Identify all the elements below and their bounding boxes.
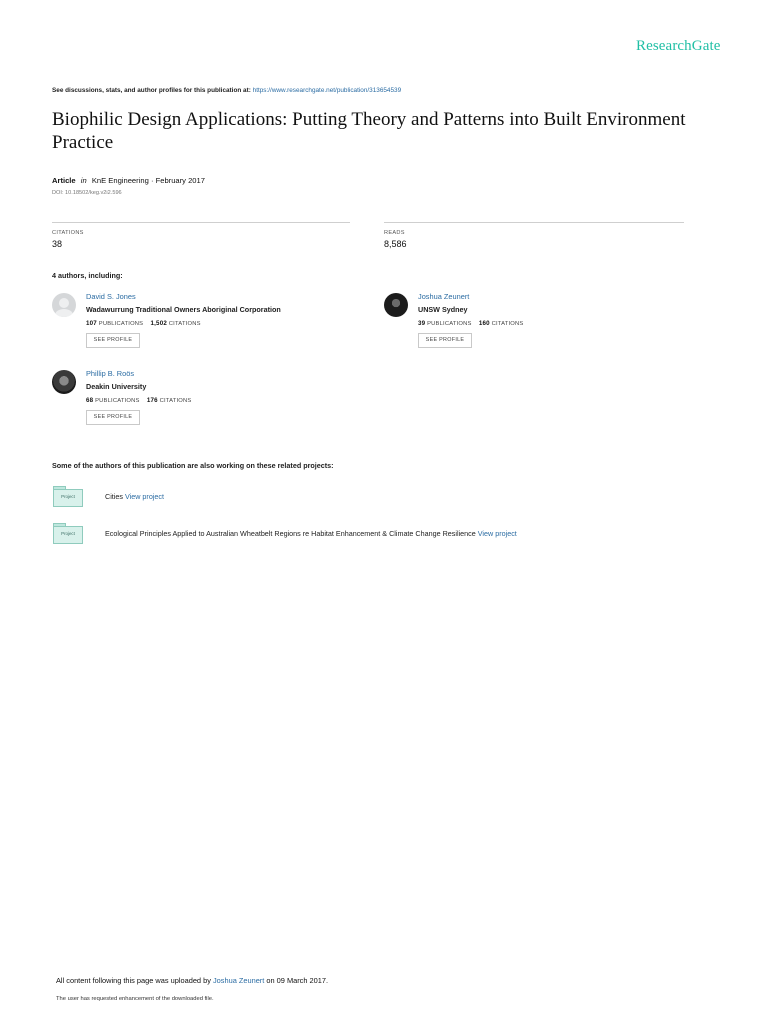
author-name[interactable]: Joshua Zeunert	[418, 292, 470, 301]
article-type: Article	[52, 176, 76, 185]
publications-count: 39	[418, 320, 426, 327]
publications-label: PUBLICATIONS	[427, 321, 472, 327]
default-avatar-icon[interactable]	[52, 293, 76, 317]
projects-heading: Some of the authors of this publication are also working on these related projects:	[52, 461, 334, 470]
citations-label: CITATIONS	[52, 230, 84, 236]
publication-date: · February 2017	[150, 176, 205, 185]
upload-lead: All content following this page was uploaded by	[56, 976, 211, 985]
citations-label: CITATIONS	[168, 321, 201, 327]
author-name[interactable]: David S. Jones	[86, 292, 136, 301]
view-project-link[interactable]: View project	[124, 492, 165, 501]
enhancement-note: The user has requested enhancement of the downloaded file.	[56, 996, 214, 1002]
see-profile-button[interactable]: SEE PROFILE	[86, 410, 140, 425]
author-photo[interactable]	[52, 370, 76, 394]
author-stats	[86, 397, 191, 404]
citations-count: 1,502	[150, 320, 167, 327]
see-profile-button[interactable]: SEE PROFILE	[86, 333, 140, 348]
author-name[interactable]: Phillip B. Roös	[86, 369, 135, 378]
see-profile-button[interactable]: SEE PROFILE	[418, 333, 472, 348]
discussion-line	[52, 87, 401, 94]
journal-name: KnE Engineering	[91, 176, 149, 185]
divider-left	[52, 222, 350, 223]
project-title	[105, 529, 517, 538]
view-project-link[interactable]: View project	[477, 529, 517, 538]
publications-count: 107	[86, 320, 97, 327]
divider-right	[384, 222, 684, 223]
author-institution: Wadawurrung Traditional Owners Aboriginal Corporation	[86, 305, 281, 314]
project-name: Ecological Principles Applied to Australian Wheatbelt Regions re Habitat Enhancement & Climate Change Resilience	[105, 529, 476, 538]
publication-meta	[52, 176, 205, 185]
publications-count: 68	[86, 397, 94, 404]
publication-title: Biophilic Design Applications: Putting Theory and Patterns into Built Environment Practice	[52, 109, 686, 153]
folder-label: Project	[61, 531, 75, 536]
author-photo[interactable]	[384, 293, 408, 317]
upload-note	[56, 976, 328, 985]
reads-label: READS	[384, 230, 405, 236]
publication-link[interactable]: https://www.researchgate.net/publication/313654539	[252, 87, 402, 94]
upload-date: on 09 March 2017.	[266, 976, 329, 985]
doi: DOI: 10.18502/keg.v2i2.596	[52, 190, 122, 196]
project-folder-icon[interactable]	[53, 486, 83, 507]
author-institution: Deakin University	[86, 382, 147, 391]
author-stats	[418, 320, 523, 327]
author-institution: UNSW Sydney	[418, 305, 468, 314]
citations-count: 176	[146, 397, 158, 404]
authors-heading: 4 authors, including:	[52, 271, 123, 280]
citations-count: 38	[52, 239, 63, 249]
discussion-lead: See discussions, stats, and author profiles for this publication at:	[52, 87, 251, 94]
citations-count: 160	[478, 320, 490, 327]
project-folder-icon[interactable]	[53, 523, 83, 544]
project-title	[105, 492, 164, 501]
reads-count: 8,586	[384, 239, 407, 249]
citations-label: CITATIONS	[491, 321, 524, 327]
project-name: Cities	[105, 492, 123, 501]
author-stats	[86, 320, 201, 327]
uploader-link[interactable]: Joshua Zeunert	[212, 976, 265, 985]
citations-label: CITATIONS	[159, 398, 192, 404]
meta-in: in	[80, 176, 87, 185]
publications-label: PUBLICATIONS	[98, 321, 144, 327]
publications-label: PUBLICATIONS	[95, 398, 140, 404]
folder-label: Project	[61, 494, 75, 499]
researchgate-logo[interactable]: ResearchGate	[636, 38, 721, 54]
